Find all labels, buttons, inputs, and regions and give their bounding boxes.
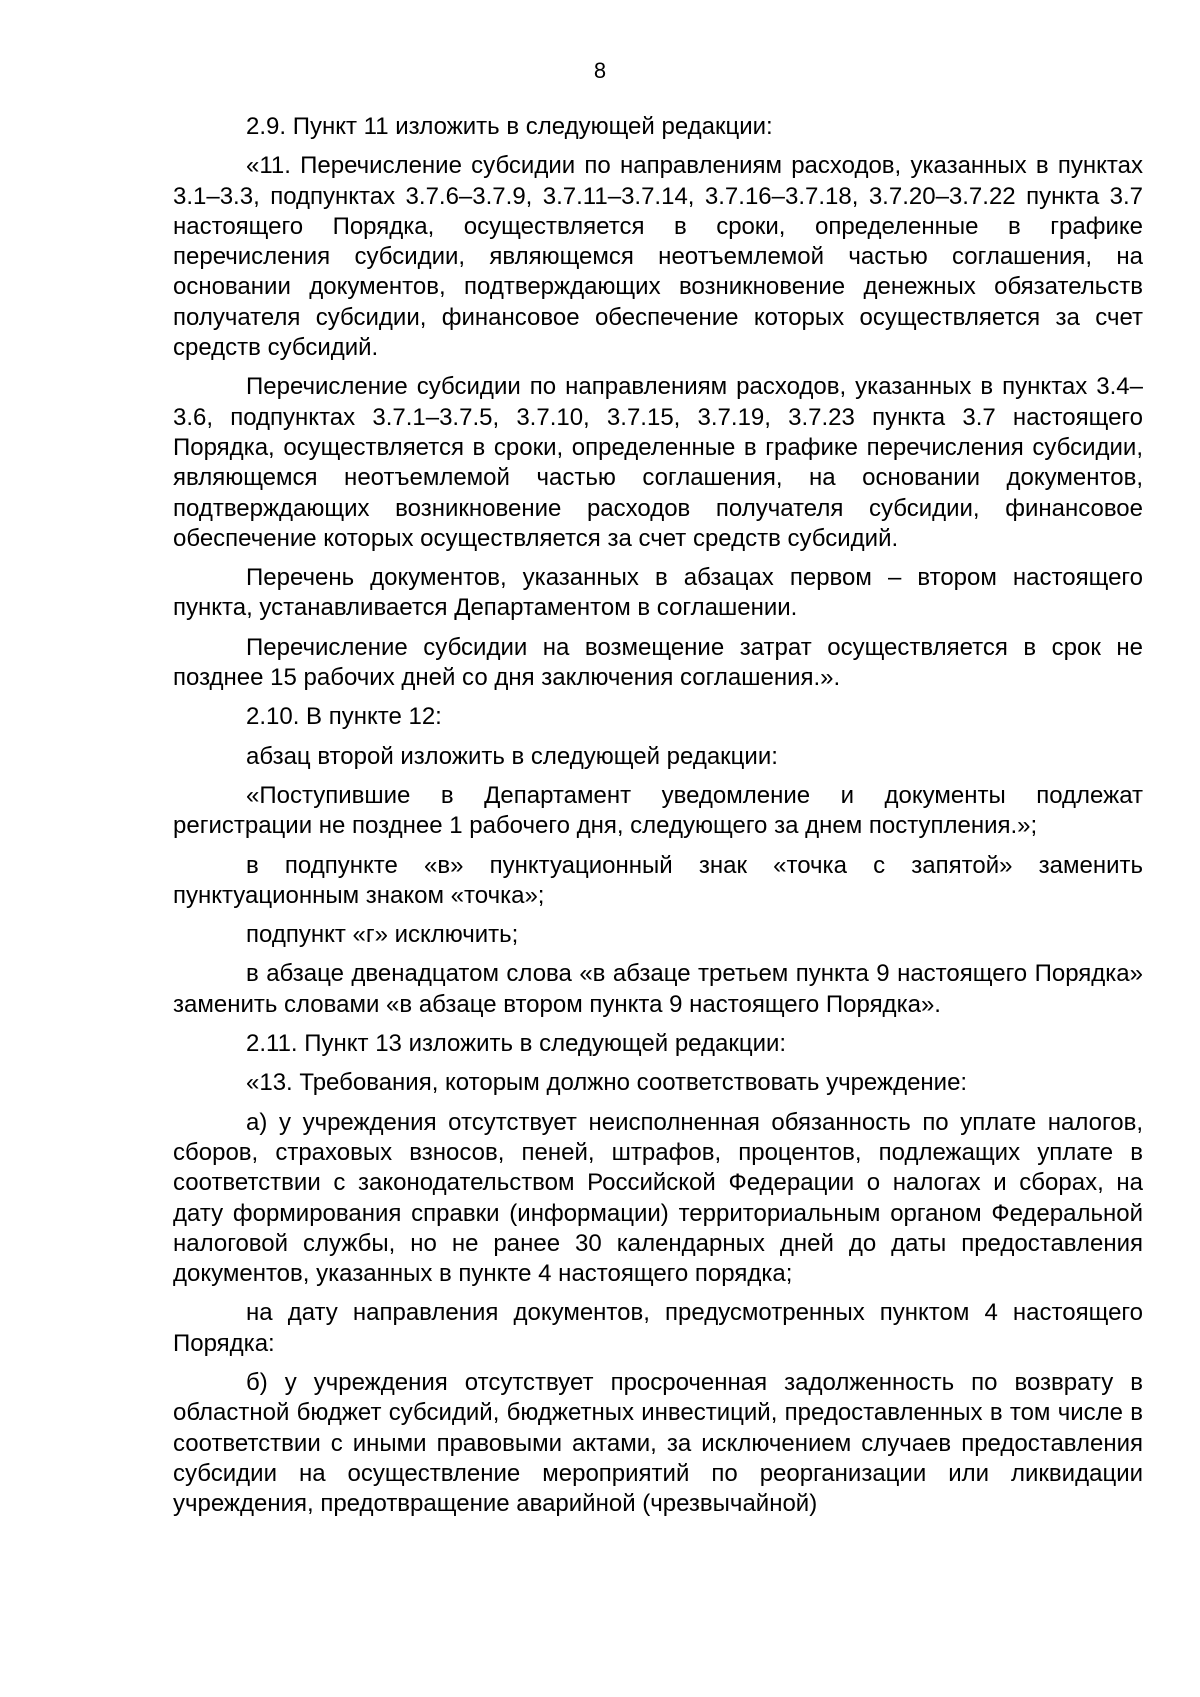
- paragraph-11-first: «11. Перечисление субсидии по направлениям расходов, указанных в пунктах 3.1–3.3, подпунктах 3.7.6–3.7.9, 3.7.11–3.7.14, 3.7.16–3.7.18, 3.7.20–3.7.22 пункта 3.7 настоящего Порядка, осуществляется в сроки, определенные в графике перечисления субсидии, являющемся неотъемлемой частью соглашения, на основании документов, подтверждающих возникновение денежных обязательств получателя субсидии, финансовое обеспечение которых осуществляется за счет средств субсидий.: [173, 152, 1143, 362]
- paragraph-13-a: а) у учреждения отсутствует неисполненная обязанность по уплате налогов, сборов, страховых взносов, пеней, штрафов, процентов, подлежащих уплате в соответствии с законодательством Российской Федерации о налогах и сборах, на дату формирования справки (информации) территориальным органом Федеральной налоговой службы, но не ранее 30 календарных дней до даты предоставления документов, указанных в пункте 4 настоящего порядка;: [173, 1108, 1143, 1288]
- paragraph-2-10-registration: «Поступившие в Департамент уведомление и документы подлежат регистрации не позднее 1 рабочего дня, следующего за днем поступления.»;: [173, 781, 1143, 840]
- paragraph-11-reimbursement: Перечисление субсидии на возмещение затрат осуществляется в срок не позднее 15 рабочих дней со дня заключения соглашения.».: [173, 633, 1143, 692]
- paragraph-2-9: 2.9. Пункт 11 изложить в следующей редакции:: [246, 113, 773, 140]
- paragraph-11-documents: Перечень документов, указанных в абзацах первом – втором настоящего пункта, устанавливается Департаментом в соглашении.: [173, 564, 1143, 622]
- paragraph-11-second: Перечисление субсидии по направлениям расходов, указанных в пунктах 3.4–3.6, подпунктах 3.7.1–3.7.5, 3.7.10, 3.7.15, 3.7.19, 3.7.23 пункта 3.7 настоящего Порядка, осуществляется в сроки, определенные в графике перечисления субсидии, являющемся неотъемлемой частью соглашения, на основании документов, подтверждающих возникновение расходов получателя субсидии, финансовое обеспечение которых осуществляется за счет средств субсидий.: [173, 373, 1143, 552]
- paragraph-13-date: на дату направления документов, предусмотренных пунктом 4 настоящего Порядка:: [173, 1299, 1143, 1357]
- paragraph-13-requirements: «13. Требования, которым должно соответствовать учреждение:: [246, 1069, 968, 1097]
- paragraph-2-10-twelfth: в абзаце двенадцатом слова «в абзаце третьем пункта 9 настоящего Порядка» заменить словами «в абзаце втором пункта 9 настоящего Порядка».: [173, 960, 1143, 1018]
- paragraph-2-10-subpoint-v: в подпункте «в» пунктуационный знак «точка с запятой» заменить пунктуационным знаком «точка»;: [173, 851, 1143, 909]
- paragraph-13-b: б) у учреждения отсутствует просроченная задолженность по возврату в областной бюджет субсидий, бюджетных инвестиций, предоставленных в том числе в соответствии с иными правовыми актами, за исключением случаев предоставления субсидии на осуществление мероприятий по реорганизации или ликвидации учреждения, предотвращение аварийной (чрезвычайной): [173, 1368, 1143, 1518]
- paragraph-2-10: 2.10. В пункте 12:: [246, 703, 442, 731]
- paragraph-2-11: 2.11. Пункт 13 изложить в следующей редакции:: [246, 1030, 787, 1058]
- page-number: 8: [593, 58, 607, 83]
- document-body: [173, 112, 1143, 1519]
- paragraph-2-10-subpoint-g: подпункт «г» исключить;: [246, 921, 519, 949]
- paragraph-2-10-abzac: абзац второй изложить в следующей редакции:: [246, 742, 778, 770]
